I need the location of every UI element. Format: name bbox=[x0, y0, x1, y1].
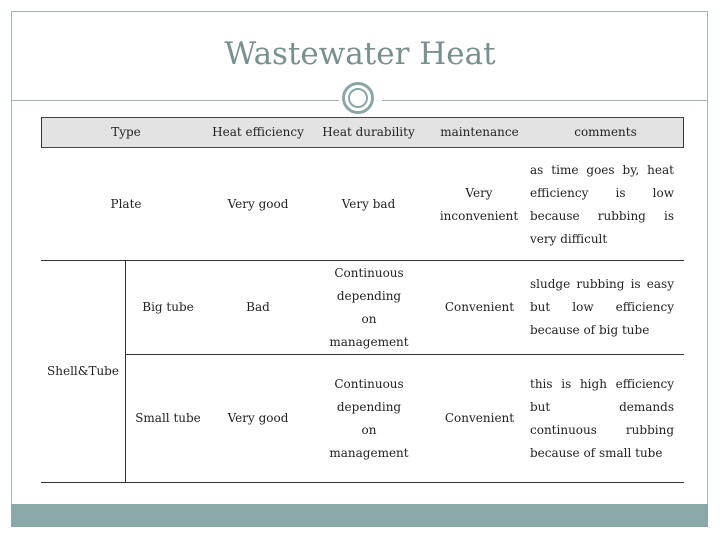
header-heat-durability: Heat durability bbox=[322, 125, 415, 139]
plate-efficiency: Very good bbox=[227, 197, 289, 211]
header-heat-efficiency: Heat efficiency bbox=[212, 125, 304, 139]
title-divider-right bbox=[382, 100, 708, 101]
ring-ornament-icon bbox=[342, 82, 374, 114]
plate-maintenance: Very inconvenient bbox=[439, 185, 519, 223]
big-tube-maintenance: Convenient bbox=[444, 300, 515, 314]
small-tube-type: Small tube bbox=[135, 411, 201, 425]
small-tube-comments: this is high efficiency but demands continuous rubbing because of small tube bbox=[530, 376, 674, 460]
comparison-table bbox=[41, 117, 684, 483]
header-type: Type bbox=[111, 125, 141, 139]
header-maintenance: maintenance bbox=[440, 125, 519, 139]
footer-bar bbox=[11, 504, 708, 527]
big-tube-efficiency: Bad bbox=[246, 300, 270, 314]
slide-title: Wastewater Heat bbox=[224, 36, 496, 72]
grid-line bbox=[41, 482, 684, 483]
big-tube-type: Big tube bbox=[142, 300, 194, 314]
shell-tube-type: Shell&Tube bbox=[47, 364, 119, 378]
small-tube-efficiency: Very good bbox=[227, 411, 289, 425]
small-tube-maintenance: Convenient bbox=[444, 411, 515, 425]
small-tube-durability: Continuous depending on management bbox=[329, 376, 409, 460]
plate-comments: as time goes by, heat efficiency is low because rubbing is very difficult bbox=[530, 162, 674, 246]
plate-type: Plate bbox=[110, 197, 142, 211]
plate-durability: Very bad bbox=[341, 197, 396, 211]
header-comments: comments bbox=[574, 125, 637, 139]
big-tube-comments: sludge rubbing is easy but low efficiency because of big tube bbox=[530, 277, 674, 337]
title-divider-left bbox=[11, 100, 339, 101]
big-tube-durability: Continuous depending on management bbox=[329, 265, 409, 349]
